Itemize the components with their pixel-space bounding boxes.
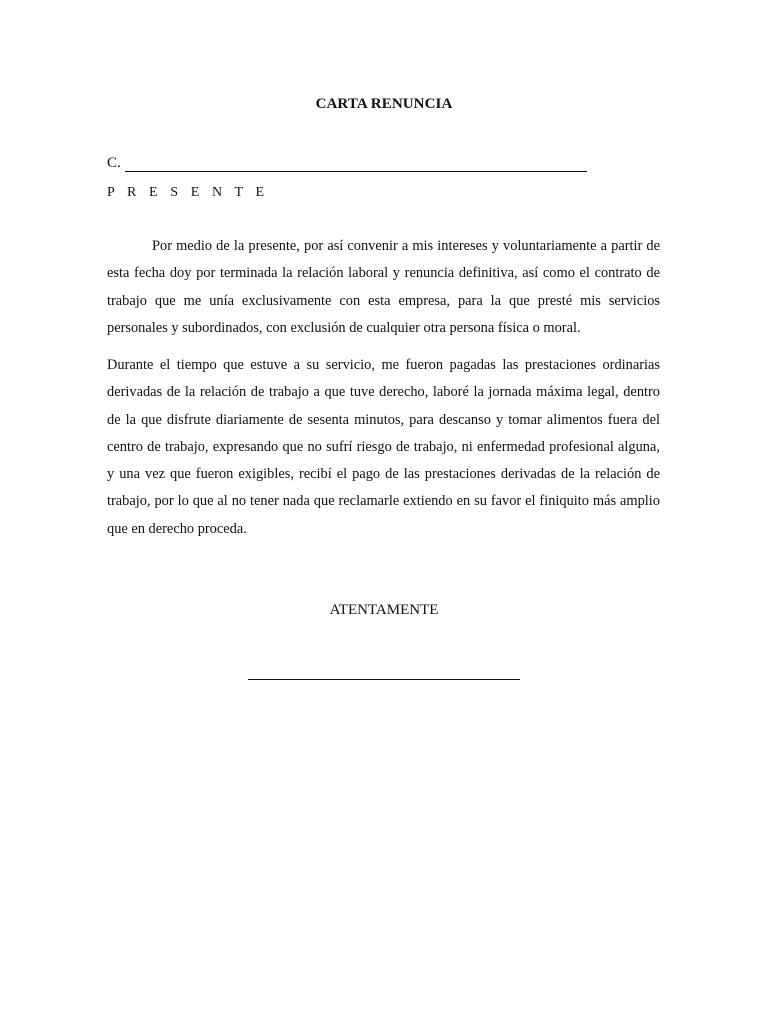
- closing-text: ATENTAMENTE: [329, 602, 439, 618]
- greeting: P R E S E N T E: [107, 185, 269, 200]
- body-paragraph-1: Por medio de la presente, por así convenir a mis intereses y voluntariamente a partir de esta fecha doy por terminada la relación laboral y renuncia definitiva, así como el contrato de trabajo que me unía exclusivamente con esta empresa, para la que presté mis servicios personales y subordinados, con exclusión de cualquier otra persona física o moral.: [107, 238, 660, 336]
- body-paragraph-2: Durante el tiempo que estuve a su servicio, me fueron pagadas las prestaciones ordinarias derivadas de la relación de trabajo a que tuve derecho, laboré la jornada máxima legal, dentro de la que disfrute diariamente de sesenta minutos, para descanso y tomar alimentos fuera del centro de trabajo, expresando que no sufrí riesgo de trabajo, ni enfermedad profesional alguna, y una vez que fueron exigibles, recibí el pago de las prestaciones derivadas de la relación de trabajo, por lo que al no tener nada que reclamarle extiendo en su favor el finiquito más amplio que en derecho proceda.: [107, 357, 660, 537]
- signature-line: [248, 679, 520, 680]
- addressee-prefix: C.: [107, 155, 121, 171]
- letter-title: CARTA RENUNCIA: [315, 96, 453, 112]
- addressee-line: [107, 155, 587, 172]
- addressee-blank-line: [125, 157, 587, 172]
